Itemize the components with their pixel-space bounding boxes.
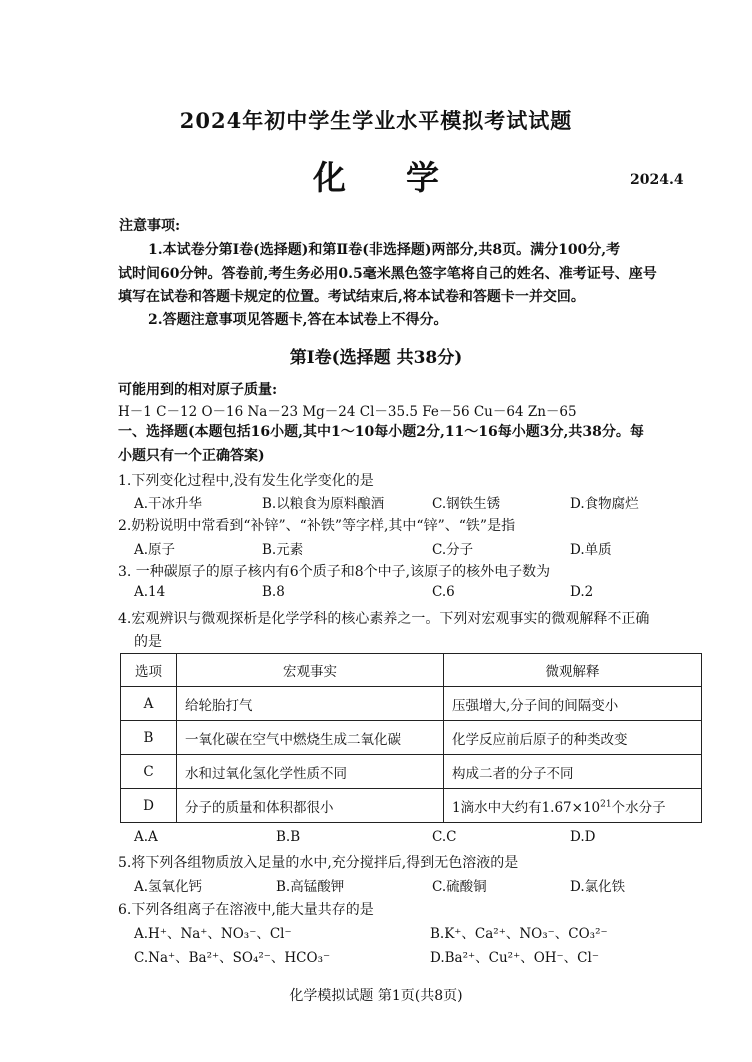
subject-heading: 化学 xyxy=(313,158,499,197)
page-footer: 化学模拟试题 第1页(共8页) xyxy=(289,988,463,1004)
explain-text: 个水分子 xyxy=(611,799,666,816)
atomic-masses: H－1 C－12 O－16 Na－23 Mg－24 Cl－35.5 Fe－56 Cu－64 Zn－65 xyxy=(118,404,577,420)
table-cell: 化学反应前后原子的种类改变 xyxy=(444,721,702,755)
option-b: B.K⁺、Ca²⁺、NO₃⁻、CO₃²⁻ xyxy=(430,926,608,942)
table-cell: 给轮胎打气 xyxy=(177,687,444,721)
option-b: B.高锰酸钾 xyxy=(276,879,345,895)
exponent: 21 xyxy=(600,799,612,809)
option-a: A.A xyxy=(134,829,158,845)
option-c: C.钢铁生锈 xyxy=(432,496,501,512)
table-row xyxy=(121,721,702,755)
table-cell: 分子的质量和体积都很小 xyxy=(177,789,444,823)
table-cell: 一氧化碳在空气中燃烧生成二氧化碳 xyxy=(177,721,444,755)
option-a: A.氢氧化钙 xyxy=(134,879,203,895)
table-cell xyxy=(444,789,702,823)
table-cell: B xyxy=(121,721,177,755)
option-c: C.C xyxy=(432,829,457,845)
table-cell: 压强增大,分子间的间隔变小 xyxy=(444,687,702,721)
exam-date: 2024.4 xyxy=(630,172,684,188)
column-header: 微观解释 xyxy=(444,654,702,687)
option-d: D.单质 xyxy=(570,542,612,558)
option-b: B.以粮食为原料酿酒 xyxy=(262,496,385,512)
option-a: A.14 xyxy=(134,584,166,600)
exam-title: 2024年初中学生学业水平模拟考试试题 xyxy=(179,108,573,133)
part-instructions: 一、选择题(本题包括16小题,其中1～10每小题2分,11～16每小题3分,共38分。每 xyxy=(118,424,644,440)
table-cell: C xyxy=(121,755,177,789)
q4-table xyxy=(120,653,702,823)
option-a: A.H⁺、Na⁺、NO₃⁻、Cl⁻ xyxy=(134,926,292,942)
option-b: B.B xyxy=(276,829,301,845)
question-stem: 3. 一种碳原子的原子核内有6个质子和8个中子,该原子的核外电子数为 xyxy=(118,564,551,580)
notice-heading: 注意事项: xyxy=(119,218,181,234)
option-c: C.硫酸铜 xyxy=(432,879,487,895)
question-stem: 1.下列变化过程中,没有发生化学变化的是 xyxy=(118,473,374,489)
masses-heading: 可能用到的相对原子质量: xyxy=(118,382,278,398)
option-d: D.食物腐烂 xyxy=(570,496,639,512)
question-stem: 6.下列各组离子在溶液中,能大量共存的是 xyxy=(118,902,374,918)
column-header: 选项 xyxy=(121,654,177,687)
table-cell: 水和过氧化氢化学性质不同 xyxy=(177,755,444,789)
option-d: D.氯化铁 xyxy=(570,879,626,895)
section-title: 第Ⅰ卷(选择题 共38分) xyxy=(289,348,463,368)
part-instructions: 小题只有一个正确答案) xyxy=(118,448,265,464)
option-a: A.原子 xyxy=(134,542,176,558)
option-c: C.Na⁺、Ba²⁺、SO₄²⁻、HCO₃⁻ xyxy=(134,950,331,966)
table-row xyxy=(121,755,702,789)
question-stem: 的是 xyxy=(134,634,162,650)
notice-line: 试时间60分钟。答卷前,考生务必用0.5毫米黑色签字笔将自己的姓名、准考证号、座号 xyxy=(118,266,657,282)
notice-line: 填写在试卷和答题卡规定的位置。考试结束后,将本试卷和答题卡一并交回。 xyxy=(118,289,585,305)
table-row xyxy=(121,789,702,823)
notice-line: 2.答题注意事项见答题卡,答在本试卷上不得分。 xyxy=(148,312,448,328)
option-d: D.Ba²⁺、Cu²⁺、OH⁻、Cl⁻ xyxy=(430,950,599,966)
explain-text: 1滴水中大约有1.67×10 xyxy=(452,799,601,816)
table-cell: A xyxy=(121,687,177,721)
option-c: C.6 xyxy=(432,584,455,600)
notice-line: 1.本试卷分第Ⅰ卷(选择题)和第Ⅱ卷(非选择题)两部分,共8页。满分100分,考 xyxy=(148,242,621,258)
column-header: 宏观事实 xyxy=(177,654,444,687)
table-header-row xyxy=(121,654,702,687)
option-a: A.干冰升华 xyxy=(134,496,203,512)
option-d: D.D xyxy=(570,829,596,845)
table-row xyxy=(121,687,702,721)
option-b: B.元素 xyxy=(262,542,304,558)
question-stem: 2.奶粉说明中常看到“补锌”、“补铁”等字样,其中“锌”、“铁”是指 xyxy=(118,518,516,534)
question-stem: 4.宏观辨识与微观探析是化学学科的核心素养之一。下列对宏观事实的微观解释不正确 xyxy=(118,611,650,627)
question-stem: 5.将下列各组物质放入足量的水中,充分搅拌后,得到无色溶液的是 xyxy=(118,855,519,871)
table-cell: 构成二者的分子不同 xyxy=(444,755,702,789)
table-cell: D xyxy=(121,789,177,823)
option-b: B.8 xyxy=(262,584,285,600)
option-c: C.分子 xyxy=(432,542,474,558)
option-d: D.2 xyxy=(570,584,594,600)
